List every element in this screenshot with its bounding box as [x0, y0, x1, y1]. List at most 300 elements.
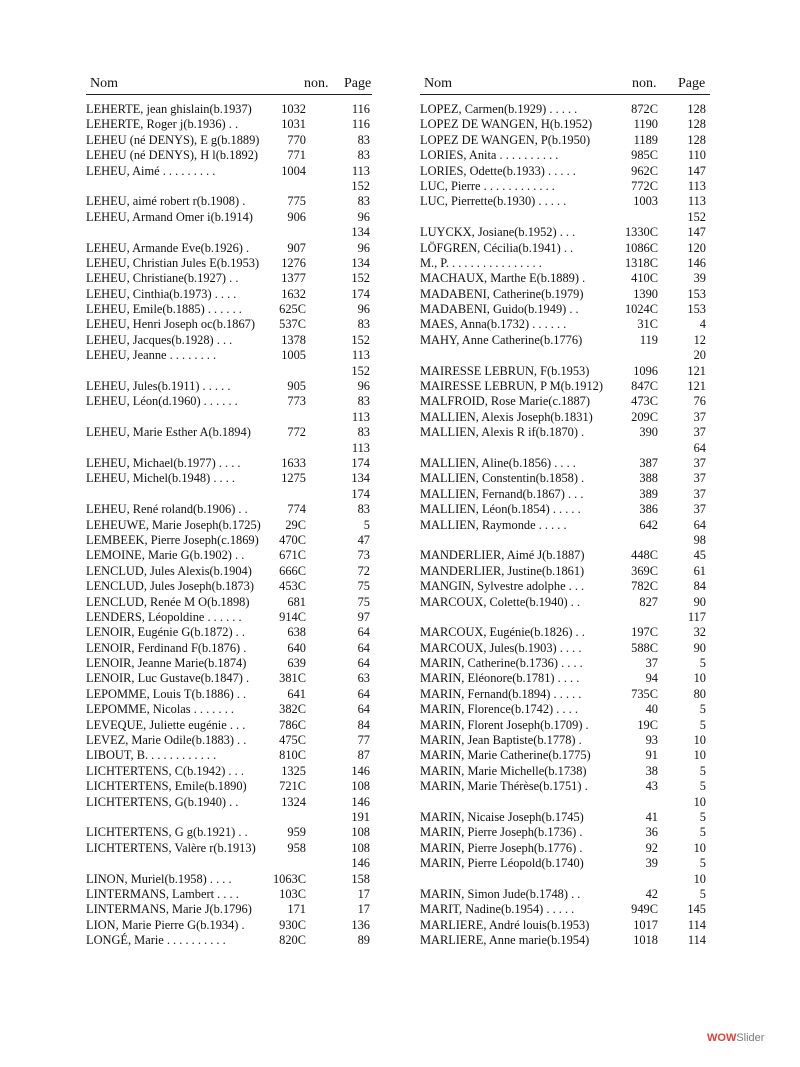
- index-entry-row: [420, 518, 710, 533]
- index-entry-row: [420, 887, 710, 902]
- entry-name: MARIN, Nicaise Joseph(b.1745): [420, 809, 584, 824]
- entry-name: LEHEU, Jeanne . . . . . . . .: [86, 348, 217, 363]
- entry-name: LEHERTE, jean ghislain(b.1937): [86, 102, 252, 116]
- entry-number: 29C: [285, 517, 306, 532]
- index-entry-row: [420, 179, 710, 194]
- entry-name: MARIN, Fernand(b.1894) . . . . .: [420, 686, 582, 701]
- index-entry-row: [420, 302, 710, 317]
- entry-number: 721C: [279, 779, 306, 794]
- index-entry-row: [420, 333, 710, 348]
- index-entry-row: [86, 918, 372, 933]
- entry-number: 786C: [279, 717, 306, 732]
- entry-name: LENOIR, Luc Gustave(b.1847) .: [86, 671, 250, 686]
- index-entry-row: [420, 456, 710, 471]
- entry-page: 5: [699, 809, 706, 824]
- entry-name: LEHEU, Michael(b.1977) . . . .: [86, 455, 241, 470]
- entry-name: LICHTERTENS, Valère r(b.1913): [86, 840, 256, 855]
- watermark-part-2: Slider: [736, 1032, 765, 1044]
- entry-name: MAHY, Anne Catherine(b.1776): [420, 332, 583, 347]
- entry-number: 772: [287, 425, 306, 440]
- index-entry-row: [86, 102, 372, 117]
- index-entry-row: [86, 456, 372, 471]
- entry-name: MARIN, Pierre Joseph(b.1736) .: [420, 825, 583, 840]
- entry-number: 640: [287, 640, 306, 655]
- entry-page: 110: [687, 148, 706, 163]
- entry-name: M., P. . . . . . . . . . . . . . . .: [420, 255, 542, 270]
- index-entry-row: [420, 441, 710, 456]
- entry-page: 152: [351, 332, 370, 347]
- entry-number: 1005: [281, 348, 306, 363]
- entry-name: LEHEU (né DENYS), E g(b.1889): [86, 132, 260, 147]
- entry-number: 1063C: [272, 871, 306, 886]
- entry-page: 116: [351, 117, 370, 132]
- right-entry-list: [420, 102, 710, 948]
- index-entry-row: [420, 733, 710, 748]
- entry-name: MAIRESSE LEBRUN, F(b.1953): [420, 363, 590, 378]
- entry-page: 76: [693, 394, 706, 409]
- entry-page: 158: [351, 871, 370, 886]
- entry-page: 146: [687, 255, 706, 270]
- index-entry-row: [86, 533, 372, 548]
- entry-number: 905: [287, 379, 306, 394]
- entry-number: 119: [639, 332, 658, 347]
- entry-number: 820C: [279, 933, 306, 948]
- index-entry-row: [86, 271, 372, 286]
- entry-page: 45: [693, 548, 706, 563]
- entry-number: 771: [287, 148, 306, 163]
- index-entry-row: [420, 671, 710, 686]
- entry-number: 369C: [631, 563, 658, 578]
- entry-page: 80: [693, 686, 706, 701]
- entry-name: MARIN, Marie Catherine(b.1775): [420, 748, 591, 763]
- entry-number: 448C: [631, 548, 658, 563]
- index-entry-row: [86, 256, 372, 271]
- entry-number: 470C: [279, 532, 306, 547]
- entry-page: 84: [693, 579, 706, 594]
- entry-page: 39: [693, 271, 706, 286]
- entry-number: 473C: [631, 394, 658, 409]
- entry-number: 388: [639, 471, 658, 486]
- entry-number: 930C: [279, 917, 306, 932]
- entry-name: MALFROID, Rose Marie(c.1887): [420, 394, 591, 409]
- entry-page: 89: [357, 933, 370, 948]
- right-column-header: [420, 76, 710, 95]
- entry-page: 10: [693, 748, 706, 763]
- entry-name: LEHEUWE, Marie Joseph(b.1725): [86, 517, 261, 532]
- entry-page: 152: [351, 178, 370, 193]
- entry-number: 906: [287, 209, 306, 224]
- entry-page: 64: [357, 656, 370, 671]
- entry-name: MARLIERE, Anne marie(b.1954): [420, 933, 590, 948]
- entry-number: 19C: [637, 717, 658, 732]
- index-entry-row: [420, 825, 710, 840]
- entry-number: 1024C: [624, 302, 658, 317]
- entry-page: 5: [363, 517, 370, 532]
- entry-number: 381C: [279, 671, 306, 686]
- entry-page: 108: [351, 840, 370, 855]
- index-entry-row: [420, 856, 710, 871]
- index-entry-row: [86, 225, 372, 240]
- entry-page: 5: [699, 702, 706, 717]
- index-entry-row: [86, 595, 372, 610]
- header-page-label: Page: [344, 76, 372, 91]
- entry-name: LENCLUD, Renée M O(b.1898): [86, 594, 250, 609]
- entry-name: LENCLUD, Jules Alexis(b.1904): [86, 563, 252, 578]
- entry-number: 94: [645, 671, 658, 686]
- entry-page: 32: [693, 625, 706, 640]
- index-entry-row: [86, 317, 372, 332]
- entry-number: 666C: [279, 563, 306, 578]
- entry-number: 735C: [631, 686, 658, 701]
- index-entry-row: [420, 641, 710, 656]
- index-entry-row: [86, 502, 372, 517]
- entry-name: MARIN, Catherine(b.1736) . . . .: [420, 656, 583, 671]
- index-entry-row: [86, 872, 372, 887]
- entry-number: 410C: [631, 271, 658, 286]
- entry-name: LOPEZ DE WANGEN, H(b.1952): [420, 117, 593, 132]
- entry-page: 147: [687, 163, 706, 178]
- entry-page: 37: [693, 486, 706, 501]
- index-entry-row: [420, 902, 710, 917]
- entry-page: 83: [357, 194, 370, 209]
- entry-page: 12: [693, 332, 706, 347]
- index-entry-row: [86, 548, 372, 563]
- entry-page: 47: [357, 532, 370, 547]
- entry-page: 136: [351, 917, 370, 932]
- entry-name: LENOIR, Jeanne Marie(b.1874): [86, 656, 247, 671]
- index-entry-row: [86, 287, 372, 302]
- index-entry-row: [420, 810, 710, 825]
- entry-name: LENCLUD, Jules Joseph(b.1873): [86, 579, 254, 594]
- entry-name: LICHTERTENS, C(b.1942) . . .: [86, 763, 244, 778]
- entry-name: LUC, Pierre . . . . . . . . . . . .: [420, 178, 555, 193]
- entry-number: 1275: [281, 471, 306, 486]
- entry-name: MANDERLIER, Justine(b.1861): [420, 563, 585, 578]
- index-entry-row: [420, 317, 710, 332]
- entry-page: 134: [351, 225, 370, 240]
- entry-page: 5: [699, 717, 706, 732]
- entry-number: 1032: [281, 102, 306, 116]
- entry-number: 1017: [633, 917, 658, 932]
- index-entry-row: [86, 194, 372, 209]
- entry-name: LEHEU, Cinthia(b.1973) . . . .: [86, 286, 237, 301]
- entry-page: 117: [687, 609, 706, 624]
- entry-number: 92: [645, 840, 658, 855]
- entry-page: 10: [693, 671, 706, 686]
- entry-name: MALLIEN, Raymonde . . . . .: [420, 517, 567, 532]
- entry-number: 537C: [279, 317, 306, 332]
- entry-page: 17: [357, 886, 370, 901]
- entry-name: LEVEZ, Marie Odile(b.1883) . .: [86, 733, 247, 748]
- entry-name: LINTERMANS, Marie J(b.1796): [86, 902, 252, 917]
- entry-page: 96: [357, 302, 370, 317]
- entry-name: LORIES, Anita . . . . . . . . . .: [420, 148, 559, 163]
- entry-page: 113: [687, 178, 706, 193]
- entry-number: 962C: [631, 163, 658, 178]
- entry-number: 197C: [631, 625, 658, 640]
- index-entry-row: [420, 287, 710, 302]
- index-entry-row: [86, 795, 372, 810]
- entry-name: LEHEU, Léon(d.1960) . . . . . .: [86, 394, 238, 409]
- entry-number: 985C: [631, 148, 658, 163]
- entry-page: 152: [687, 209, 706, 224]
- entry-number: 1633: [281, 455, 306, 470]
- index-entry-row: [86, 410, 372, 425]
- entry-name: MARIN, Simon Jude(b.1748) . .: [420, 886, 581, 901]
- entry-name: LENOIR, Ferdinand F(b.1876) .: [86, 640, 247, 655]
- entry-page: 90: [693, 640, 706, 655]
- entry-page: 146: [351, 763, 370, 778]
- entry-number: 1390: [633, 286, 658, 301]
- entry-name: LICHTERTENS, G(b.1940) . .: [86, 794, 239, 809]
- entry-number: 93: [645, 733, 658, 748]
- index-entry-row: [420, 687, 710, 702]
- entry-name: LONGÉ, Marie . . . . . . . . . .: [86, 933, 226, 948]
- index-entry-row: [420, 210, 710, 225]
- right-column: [420, 76, 710, 948]
- entry-name: MARIN, Marie Thérèse(b.1751) .: [420, 779, 588, 794]
- entry-number: 1330C: [624, 225, 658, 240]
- entry-number: 40: [645, 702, 658, 717]
- entry-page: 128: [687, 102, 706, 116]
- entry-page: 153: [687, 302, 706, 317]
- entry-name: MARIN, Florent Joseph(b.1709) .: [420, 717, 589, 732]
- index-entry-row: [86, 625, 372, 640]
- entry-number: 642: [639, 517, 658, 532]
- entry-page: 83: [357, 148, 370, 163]
- entry-name: LICHTERTENS, Emile(b.1890): [86, 779, 247, 794]
- index-entry-row: [86, 425, 372, 440]
- index-entry-row: [86, 579, 372, 594]
- entry-page: 147: [687, 225, 706, 240]
- index-entry-row: [86, 764, 372, 779]
- header-name-label: Nom: [424, 76, 452, 91]
- index-entry-row: [86, 564, 372, 579]
- index-entry-row: [420, 271, 710, 286]
- entry-name: MACHAUX, Marthe E(b.1889) .: [420, 271, 586, 286]
- entry-number: 914C: [279, 609, 306, 624]
- entry-name: LOPEZ DE WANGEN, P(b.1950): [420, 132, 591, 147]
- index-entry-row: [86, 164, 372, 179]
- entry-page: 96: [357, 209, 370, 224]
- index-entry-row: [420, 548, 710, 563]
- index-entry-row: [420, 872, 710, 887]
- entry-page: 113: [351, 348, 370, 363]
- entry-page: 152: [351, 363, 370, 378]
- entry-name: MAIRESSE LEBRUN, P M(b.1912): [420, 379, 604, 394]
- index-entry-row: [420, 625, 710, 640]
- entry-number: 1632: [281, 286, 306, 301]
- entry-number: 671C: [279, 548, 306, 563]
- entry-name: LICHTERTENS, G g(b.1921) . .: [86, 825, 248, 840]
- entry-name: LEHEU, Henri Joseph oc(b.1867): [86, 317, 255, 332]
- entry-page: 174: [351, 455, 370, 470]
- entry-name: LEHEU, Aimé . . . . . . . . .: [86, 163, 216, 178]
- entry-page: 64: [357, 686, 370, 701]
- entry-number: 42: [645, 886, 658, 901]
- entry-page: 113: [351, 440, 370, 455]
- entry-page: 146: [351, 856, 370, 871]
- index-entry-row: [420, 364, 710, 379]
- index-entry-row: [420, 564, 710, 579]
- entry-number: 37: [645, 656, 658, 671]
- entry-name: MALLIEN, Alexis R if(b.1870) .: [420, 425, 585, 440]
- index-entry-row: [420, 748, 710, 763]
- index-entry-row: [420, 502, 710, 517]
- entry-page: 96: [357, 379, 370, 394]
- wowslider-watermark: [707, 1032, 764, 1044]
- left-column: [86, 76, 372, 948]
- entry-page: 73: [357, 548, 370, 563]
- entry-number: 171: [287, 902, 306, 917]
- entry-page: 134: [351, 471, 370, 486]
- index-entry-row: [420, 164, 710, 179]
- entry-name: LION, Marie Pierre G(b.1934) .: [86, 917, 245, 932]
- entry-number: 387: [639, 455, 658, 470]
- entry-page: 87: [357, 748, 370, 763]
- index-entry-row: [86, 702, 372, 717]
- entry-name: LEHERTE, Roger j(b.1936) . .: [86, 117, 239, 132]
- entry-name: MARIN, Florence(b.1742) . . . .: [420, 702, 578, 717]
- entry-name: MARIT, Nadine(b.1954) . . . . .: [420, 902, 575, 917]
- entry-number: 770: [287, 132, 306, 147]
- entry-name: MARIN, Marie Michelle(b.1738): [420, 763, 587, 778]
- index-entry-row: [86, 779, 372, 794]
- entry-number: 958: [287, 840, 306, 855]
- entry-number: 773: [287, 394, 306, 409]
- entry-number: 1189: [633, 132, 658, 147]
- entry-name: MADABENI, Guido(b.1949) . .: [420, 302, 579, 317]
- index-entry-row: [420, 194, 710, 209]
- entry-page: 90: [693, 594, 706, 609]
- entry-page: 108: [351, 779, 370, 794]
- entry-number: 39: [645, 856, 658, 871]
- index-entry-row: [86, 610, 372, 625]
- index-entry-row: [420, 841, 710, 856]
- index-entry-row: [86, 210, 372, 225]
- entry-page: 75: [357, 594, 370, 609]
- entry-number: 959: [287, 825, 306, 840]
- entry-page: 5: [699, 886, 706, 901]
- entry-page: 64: [693, 440, 706, 455]
- entry-page: 128: [687, 132, 706, 147]
- entry-name: LIBOUT, B. . . . . . . . . . . .: [86, 748, 217, 763]
- index-entry-row: [420, 348, 710, 363]
- entry-page: 64: [357, 625, 370, 640]
- entry-page: 17: [357, 902, 370, 917]
- entry-page: 64: [357, 702, 370, 717]
- entry-name: MALLIEN, Aline(b.1856) . . . .: [420, 455, 576, 470]
- entry-name: LEHEU (né DENYS), H l(b.1892): [86, 148, 259, 163]
- entry-page: 114: [687, 933, 706, 948]
- entry-name: LENDERS, Léopoldine . . . . . .: [86, 609, 242, 624]
- entry-name: LINON, Muriel(b.1958) . . . .: [86, 871, 232, 886]
- entry-name: MAES, Anna(b.1732) . . . . . .: [420, 317, 567, 332]
- entry-number: 827: [639, 594, 658, 609]
- index-entry-row: [420, 133, 710, 148]
- entry-name: MARIN, Pierre Léopold(b.1740): [420, 856, 584, 871]
- entry-page: 10: [693, 733, 706, 748]
- entry-name: MARLIERE, André louis(b.1953): [420, 917, 590, 932]
- entry-page: 174: [351, 486, 370, 501]
- index-entry-row: [420, 533, 710, 548]
- entry-page: 37: [693, 409, 706, 424]
- index-entry-row: [86, 133, 372, 148]
- entry-name: LEHEU, Marie Esther A(b.1894): [86, 425, 251, 440]
- entry-page: 113: [351, 409, 370, 424]
- index-entry-row: [420, 425, 710, 440]
- index-entry-row: [86, 302, 372, 317]
- entry-name: LEPOMME, Louis T(b.1886) . .: [86, 686, 247, 701]
- entry-name: LEHEU, Emile(b.1885) . . . . . .: [86, 302, 242, 317]
- index-entry-row: [86, 825, 372, 840]
- entry-name: LEHEU, Jacques(b.1928) . . .: [86, 332, 233, 347]
- entry-number: 847C: [631, 379, 658, 394]
- index-entry-row: [86, 748, 372, 763]
- index-entry-row: [86, 810, 372, 825]
- index-entry-row: [86, 179, 372, 194]
- entry-page: 113: [351, 163, 370, 178]
- entry-number: 1003: [633, 194, 658, 209]
- entry-name: LEHEU, Armand Omer i(b.1914): [86, 209, 253, 224]
- index-entry-row: [420, 764, 710, 779]
- entry-page: 83: [357, 502, 370, 517]
- entry-name: MARCOUX, Jules(b.1903) . . . .: [420, 640, 582, 655]
- entry-name: MALLIEN, Fernand(b.1867) . . .: [420, 486, 584, 501]
- entry-page: 37: [693, 425, 706, 440]
- entry-name: MALLIEN, Constentin(b.1858) .: [420, 471, 585, 486]
- entry-page: 72: [357, 563, 370, 578]
- index-entry-row: [86, 148, 372, 163]
- entry-name: LENOIR, Eugénie G(b.1872) . .: [86, 625, 245, 640]
- index-entry-row: [86, 687, 372, 702]
- index-entry-row: [420, 487, 710, 502]
- entry-number: 1324: [281, 794, 306, 809]
- entry-number: 1190: [633, 117, 658, 132]
- entry-page: 145: [687, 902, 706, 917]
- entry-page: 63: [357, 671, 370, 686]
- entry-name: LEHEU, Christian Jules E(b.1953): [86, 255, 260, 270]
- entry-name: LORIES, Odette(b.1933) . . . . .: [420, 163, 576, 178]
- entry-page: 5: [699, 856, 706, 871]
- entry-page: 37: [693, 471, 706, 486]
- entry-number: 1096: [633, 363, 658, 378]
- entry-page: 83: [357, 317, 370, 332]
- index-entry-row: [86, 841, 372, 856]
- entry-name: MARCOUX, Colette(b.1940) . .: [420, 594, 581, 609]
- entry-page: 4: [699, 317, 706, 332]
- index-entry-row: [420, 795, 710, 810]
- index-entry-row: [420, 410, 710, 425]
- entry-number: 641: [287, 686, 306, 701]
- entry-number: 1276: [281, 255, 306, 270]
- entry-name: LEHEU, Armande Eve(b.1926) .: [86, 240, 250, 255]
- entry-number: 810C: [279, 748, 306, 763]
- entry-number: 386: [639, 502, 658, 517]
- entry-page: 10: [693, 871, 706, 886]
- index-entry-row: [420, 718, 710, 733]
- entry-name: LEVEQUE, Juliette eugénie . . .: [86, 717, 246, 732]
- watermark-part-1: WOW: [707, 1032, 737, 1044]
- entry-page: 77: [357, 733, 370, 748]
- header-number-label: non.: [632, 76, 657, 91]
- entry-number: 775: [287, 194, 306, 209]
- entry-page: 121: [687, 363, 706, 378]
- header-name-label: Nom: [90, 76, 118, 91]
- index-entry-row: [86, 364, 372, 379]
- entry-number: 382C: [279, 702, 306, 717]
- entry-number: 872C: [631, 102, 658, 116]
